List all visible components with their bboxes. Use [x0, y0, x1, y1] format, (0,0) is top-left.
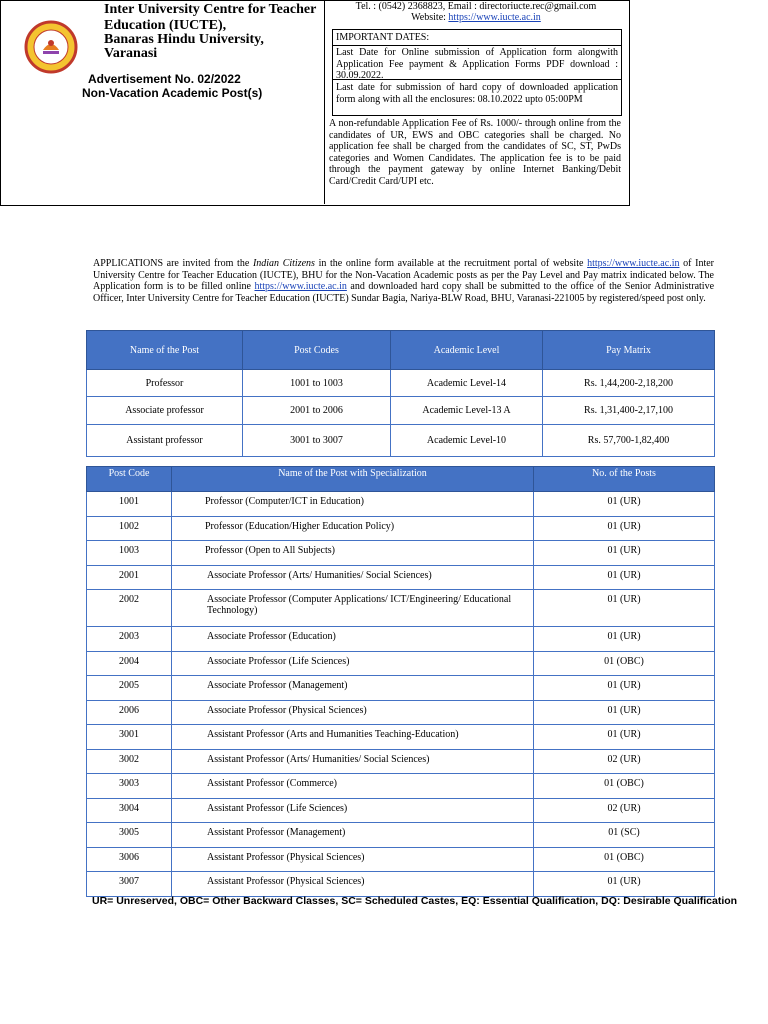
- posts-header-code: Post Code: [87, 467, 172, 492]
- important-dates-title: IMPORTANT DATES:: [336, 32, 430, 43]
- posts-table: [86, 466, 715, 897]
- table-row: [87, 397, 715, 425]
- intro-website-link-1[interactable]: https://www.iucte.ac.in: [587, 258, 680, 269]
- post-count-cell: 02 (UR): [534, 798, 715, 823]
- pay-header-codes: Post Codes: [243, 331, 391, 370]
- post-count-cell: 01 (UR): [534, 627, 715, 652]
- post-name-cell: Associate Professor (Education): [172, 627, 534, 652]
- org-name-line3: Banaras Hindu University,: [104, 32, 264, 47]
- website-label: Website:: [411, 12, 449, 23]
- table-row: [87, 516, 715, 541]
- website-link[interactable]: https://www.iucte.ac.in: [448, 12, 541, 23]
- pay-cell: Associate professor: [87, 397, 243, 425]
- iucte-logo-icon: [24, 20, 78, 74]
- post-code-cell: 2006: [87, 700, 172, 725]
- pay-cell: Rs. 57,700-1,82,400: [543, 425, 715, 457]
- post-name-cell: Assistant Professor (Arts and Humanities Teaching-Education): [172, 725, 534, 750]
- post-count-cell: 01 (OBC): [534, 651, 715, 676]
- post-count-cell: 01 (UR): [534, 872, 715, 897]
- intro-paragraph: [93, 258, 714, 304]
- pay-cell: 3001 to 3007: [243, 425, 391, 457]
- post-name-cell: Professor (Open to All Subjects): [172, 541, 534, 566]
- post-count-cell: 01 (SC): [534, 823, 715, 848]
- post-code-cell: 3005: [87, 823, 172, 848]
- post-name-cell: Associate Professor (Computer Applications/ ICT/Engineering/ Educational Technology): [172, 590, 534, 627]
- org-name-line1: Inter University Centre for Teacher: [104, 2, 317, 17]
- intro-text-3: of Inter University Centre for Teacher Education (IUCTE), BHU for the Non-Vacation Academic posts as per the Pay Level and Pay matrix indicated below. The Application form is to be filled online: [93, 258, 714, 292]
- pay-cell: Professor: [87, 370, 243, 397]
- table-row: [87, 370, 715, 397]
- table-row: [87, 700, 715, 725]
- pay-cell: Academic Level-10: [391, 425, 543, 457]
- post-name-cell: Associate Professor (Management): [172, 676, 534, 701]
- post-name-cell: Assistant Professor (Physical Sciences): [172, 847, 534, 872]
- table-row: [87, 725, 715, 750]
- hardcopy-submission-date: Last date for submission of hard copy of downloaded application form along with all the enclosures: 08.10.2022 upto 05:00PM: [336, 82, 618, 105]
- table-row: [87, 627, 715, 652]
- post-name-cell: Professor (Computer/ICT in Education): [172, 492, 534, 517]
- post-name-cell: Assistant Professor (Commerce): [172, 774, 534, 799]
- posts-header-name: Name of the Post with Specialization: [172, 467, 534, 492]
- post-code-cell: 3003: [87, 774, 172, 799]
- header-box: [0, 0, 630, 206]
- org-name-line4: Varanasi: [104, 46, 158, 61]
- posts-table-header-row: [87, 467, 715, 492]
- post-count-cell: 02 (UR): [534, 749, 715, 774]
- post-name-cell: Assistant Professor (Arts/ Humanities/ Social Sciences): [172, 749, 534, 774]
- post-code-cell: 3001: [87, 725, 172, 750]
- post-count-cell: 01 (OBC): [534, 847, 715, 872]
- website-line: [324, 12, 628, 24]
- post-name-cell: Assistant Professor (Life Sciences): [172, 798, 534, 823]
- post-name-cell: Associate Professor (Life Sciences): [172, 651, 534, 676]
- post-count-cell: 01 (UR): [534, 492, 715, 517]
- post-code-cell: 2005: [87, 676, 172, 701]
- post-code-cell: 1001: [87, 492, 172, 517]
- posts-header-count: No. of the Posts: [534, 467, 715, 492]
- post-code-cell: 3007: [87, 872, 172, 897]
- post-count-cell: 01 (UR): [534, 700, 715, 725]
- post-code-cell: 1002: [87, 516, 172, 541]
- online-submission-date: Last Date for Online submission of Application form alongwith Application Fee payment & Application Forms PDF download : 30.09.2022.: [336, 47, 618, 81]
- post-count-cell: 01 (UR): [534, 541, 715, 566]
- post-name-cell: Assistant Professor (Management): [172, 823, 534, 848]
- pay-cell: 2001 to 2006: [243, 397, 391, 425]
- advertisement-title: Non-Vacation Academic Post(s): [82, 86, 263, 100]
- table-row: [87, 492, 715, 517]
- post-name-cell: Associate Professor (Physical Sciences): [172, 700, 534, 725]
- table-row: [87, 872, 715, 897]
- post-code-cell: 3006: [87, 847, 172, 872]
- intro-website-link-2[interactable]: https://www.iucte.ac.in: [254, 281, 347, 292]
- table-row: [87, 565, 715, 590]
- post-code-cell: 2001: [87, 565, 172, 590]
- table-row: [87, 798, 715, 823]
- post-count-cell: 01 (OBC): [534, 774, 715, 799]
- post-name-cell: Professor (Education/Higher Education Policy): [172, 516, 534, 541]
- pay-cell: Assistant professor: [87, 425, 243, 457]
- advertisement-number: Advertisement No. 02/2022: [88, 72, 241, 86]
- pay-header-post: Name of the Post: [87, 331, 243, 370]
- pay-cell: Academic Level-14: [391, 370, 543, 397]
- post-count-cell: 01 (UR): [534, 516, 715, 541]
- post-name-cell: Associate Professor (Arts/ Humanities/ Social Sciences): [172, 565, 534, 590]
- contact-line: Tel. : (0542) 2368823, Email : directoriucte.rec@gmail.com: [355, 1, 597, 12]
- table-row: [87, 847, 715, 872]
- table-row: [87, 541, 715, 566]
- table-row: [87, 774, 715, 799]
- pay-header-level: Academic Level: [391, 331, 543, 370]
- post-name-cell: Assistant Professor (Physical Sciences): [172, 872, 534, 897]
- footnote: UR= Unreserved, OBC= Other Backward Classes, SC= Scheduled Castes, EQ: Essential Qualification, DQ: Desirable Qualification: [92, 895, 738, 907]
- table-row: [87, 651, 715, 676]
- post-count-cell: 01 (UR): [534, 565, 715, 590]
- intro-text-4: and downloaded hard copy shall be submitted to the office of the Senior Administrative Officer, Inter University Centre for Teacher Education (IUCTE) Sundar Bagia, Nariya-BLW Road, BHU, Varanasi-221005 by registered/speed post only.: [93, 281, 715, 304]
- pay-cell: Rs. 1,31,400-2,17,100: [543, 397, 715, 425]
- table-row: [87, 749, 715, 774]
- important-dates-heading-box: [332, 29, 622, 46]
- application-fee-note: A non-refundable Application Fee of Rs. 1000/- through online from the candidates of UR, EWS and OBC categories shall be charged. No application fee shall be charged from the candidates of SC, ST, PwDs categories and Women Candidates. The application fee is to be paid through the payment gateway by online Internet Banking/Debit Card/Credit Card/UPI etc.: [329, 118, 621, 187]
- pay-table-header-row: [87, 331, 715, 370]
- table-row: [87, 823, 715, 848]
- post-code-cell: 1003: [87, 541, 172, 566]
- date1-box: [332, 46, 622, 80]
- pay-header-matrix: Pay Matrix: [543, 331, 715, 370]
- pay-cell: Rs. 1,44,200-2,18,200: [543, 370, 715, 397]
- post-code-cell: 3002: [87, 749, 172, 774]
- table-row: [87, 676, 715, 701]
- posts-table-body: [87, 492, 715, 897]
- post-count-cell: 01 (UR): [534, 725, 715, 750]
- date2-box: [332, 80, 622, 116]
- post-count-cell: 01 (UR): [534, 590, 715, 627]
- org-name-line2: Education (IUCTE),: [104, 18, 227, 33]
- post-code-cell: 2002: [87, 590, 172, 627]
- post-code-cell: 2004: [87, 651, 172, 676]
- table-row: [87, 425, 715, 457]
- intro-text-1: APPLICATIONS are invited from the: [93, 258, 253, 269]
- pay-cell: Academic Level-13 A: [391, 397, 543, 425]
- post-count-cell: 01 (UR): [534, 676, 715, 701]
- intro-text-2: in the online form available at the recruitment portal of website: [314, 258, 588, 269]
- post-code-cell: 3004: [87, 798, 172, 823]
- post-code-cell: 2003: [87, 627, 172, 652]
- table-row: [87, 590, 715, 627]
- pay-matrix-table: [86, 330, 715, 457]
- header-right: [324, 0, 628, 204]
- intro-italic: Indian Citizens: [252, 258, 315, 269]
- header-left: [0, 0, 325, 204]
- pay-cell: 1001 to 1003: [243, 370, 391, 397]
